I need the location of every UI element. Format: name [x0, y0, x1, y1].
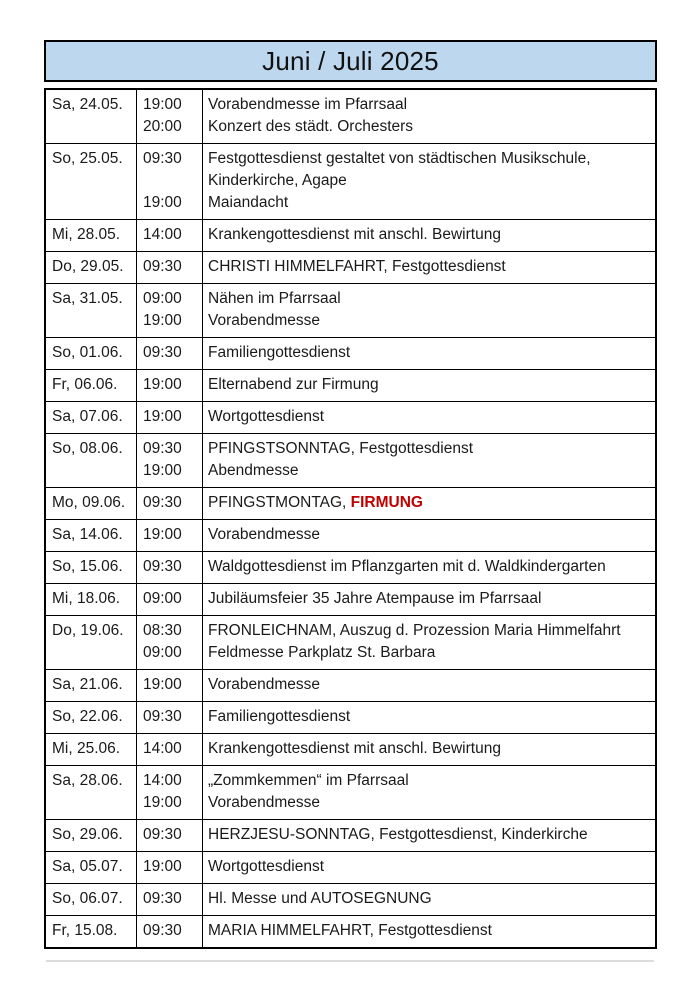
column-divider	[202, 552, 203, 583]
time-cell: 09:30	[143, 150, 182, 167]
event-text-cell	[202, 738, 655, 760]
entries-cell	[136, 706, 655, 728]
event-text: HERZJESU-SONNTAG, Festgottesdienst, Kinderkirche	[208, 826, 588, 843]
entries-cell	[136, 374, 655, 396]
column-divider	[202, 144, 203, 219]
table-row	[46, 283, 655, 337]
schedule-table	[44, 88, 657, 949]
date-cell: Mi, 28.05.	[52, 226, 121, 243]
time-cell: 09:00	[143, 290, 182, 307]
column-divider	[202, 402, 203, 433]
event-entry	[136, 856, 655, 878]
entries-cell	[136, 856, 655, 878]
time-cell: 09:30	[143, 890, 182, 907]
entries-cell	[136, 888, 655, 910]
event-text-cell	[202, 256, 655, 278]
column-divider	[202, 338, 203, 369]
date-cell: Mi, 25.06.	[52, 740, 121, 757]
column-divider	[136, 338, 137, 369]
column-divider	[136, 916, 137, 947]
event-text: Abendmesse	[208, 462, 299, 479]
column-divider	[136, 584, 137, 615]
event-text: Vorabendmesse	[208, 312, 321, 329]
event-entry	[136, 642, 655, 664]
time-cell: 19:00	[143, 312, 182, 329]
time-cell: 09:00	[143, 644, 182, 661]
column-divider	[136, 852, 137, 883]
page-title: Juni / Juli 2025	[262, 46, 439, 76]
column-divider	[202, 488, 203, 519]
column-divider	[202, 670, 203, 701]
entries-cell	[136, 438, 655, 482]
event-text: Festgottesdienst gestaltet von städtischen Musikschule, Kinderkirche, Agape	[208, 150, 591, 189]
event-text-cell	[202, 888, 655, 910]
entries-cell	[136, 738, 655, 760]
entries-cell	[136, 824, 655, 846]
event-entry	[136, 94, 655, 116]
event-text-cell	[202, 824, 655, 846]
event-text-cell	[202, 620, 655, 642]
event-text: Vorabendmesse im Pfarrsaal	[208, 96, 408, 113]
time-cell: 19:00	[143, 858, 182, 875]
date-cell: So, 25.05.	[52, 150, 123, 167]
date-cell: So, 15.06.	[52, 558, 123, 575]
entries-cell	[136, 556, 655, 578]
date-cell: So, 29.06.	[52, 826, 123, 843]
time-cell: 09:30	[143, 344, 182, 361]
table-row	[46, 337, 655, 369]
event-text-cell	[202, 288, 655, 310]
table-row	[46, 765, 655, 819]
event-text-cell	[202, 588, 655, 610]
event-text-cell	[202, 438, 655, 460]
column-divider	[136, 702, 137, 733]
event-text-cell	[202, 460, 655, 482]
event-text: Feldmesse Parkplatz St. Barbara	[208, 644, 436, 661]
event-entry	[136, 738, 655, 760]
column-divider	[202, 820, 203, 851]
column-divider	[136, 252, 137, 283]
event-text-cell	[202, 556, 655, 578]
table-row	[46, 883, 655, 915]
entries-cell	[136, 674, 655, 696]
event-text-cell	[202, 524, 655, 546]
column-divider	[202, 252, 203, 283]
entries-cell	[136, 148, 655, 214]
date-cell: So, 01.06.	[52, 344, 123, 361]
event-text-cell	[202, 224, 655, 246]
event-entry	[136, 556, 655, 578]
time-cell: 19:00	[143, 194, 182, 211]
event-text: Vorabendmesse	[208, 794, 321, 811]
column-divider	[136, 90, 137, 143]
time-cell: 19:00	[143, 408, 182, 425]
column-divider	[136, 220, 137, 251]
event-text: Familiengottesdienst	[208, 344, 351, 361]
event-text-cell	[202, 920, 655, 942]
column-divider	[202, 284, 203, 337]
column-divider	[202, 852, 203, 883]
time-cell: 19:00	[143, 794, 182, 811]
entries-cell	[136, 620, 655, 664]
column-divider	[202, 884, 203, 915]
event-highlight: FIRMUNG	[350, 494, 423, 511]
table-row	[46, 669, 655, 701]
schedule-sheet	[44, 40, 657, 962]
column-divider	[136, 766, 137, 819]
event-entry	[136, 620, 655, 642]
date-cell: Do, 29.05.	[52, 258, 124, 275]
table-row	[46, 915, 655, 947]
event-text-cell	[202, 856, 655, 878]
time-cell: 14:00	[143, 772, 182, 789]
time-cell: 14:00	[143, 740, 182, 757]
event-text-cell	[202, 148, 655, 192]
column-divider	[136, 616, 137, 669]
entries-cell	[136, 288, 655, 332]
event-entry	[136, 792, 655, 814]
time-cell: 09:30	[143, 440, 182, 457]
event-text: Elternabend zur Firmung	[208, 376, 379, 393]
event-entry	[136, 288, 655, 310]
column-divider	[202, 702, 203, 733]
time-cell: 09:00	[143, 590, 182, 607]
event-text-cell	[202, 770, 655, 792]
date-cell: So, 08.06.	[52, 440, 123, 457]
event-text: Nähen im Pfarrsaal	[208, 290, 341, 307]
time-cell: 20:00	[143, 118, 182, 135]
event-entry	[136, 674, 655, 696]
time-cell: 08:30	[143, 622, 182, 639]
event-text: Waldgottesdienst im Pflanzgarten mit d. Waldkindergarten	[208, 558, 606, 575]
date-cell: Fr, 06.06.	[52, 376, 118, 393]
event-entry	[136, 888, 655, 910]
event-entry	[136, 438, 655, 460]
date-cell: Sa, 21.06.	[52, 676, 123, 693]
event-text-cell	[202, 642, 655, 664]
table-row	[46, 583, 655, 615]
column-divider	[136, 670, 137, 701]
column-divider	[136, 552, 137, 583]
event-text-cell	[202, 792, 655, 814]
event-entry	[136, 920, 655, 942]
column-divider	[136, 520, 137, 551]
column-divider	[202, 916, 203, 947]
date-cell: Sa, 07.06.	[52, 408, 123, 425]
event-entry	[136, 342, 655, 364]
event-entry	[136, 406, 655, 428]
table-row	[46, 219, 655, 251]
event-entry	[136, 192, 655, 214]
event-text: Wortgottesdienst	[208, 858, 325, 875]
time-cell: 19:00	[143, 676, 182, 693]
entries-cell	[136, 492, 655, 514]
entries-cell	[136, 406, 655, 428]
column-divider	[136, 370, 137, 401]
event-text: PFINGSTMONTAG,	[208, 494, 351, 511]
table-row	[46, 519, 655, 551]
event-entry	[136, 148, 655, 192]
entries-cell	[136, 588, 655, 610]
event-text: MARIA HIMMELFAHRT, Festgottesdienst	[208, 922, 492, 939]
table-row	[46, 615, 655, 669]
table-row	[46, 487, 655, 519]
event-text: „Zommkemmen“ im Pfarrsaal	[208, 772, 409, 789]
table-row	[46, 551, 655, 583]
table-row	[46, 851, 655, 883]
event-entry	[136, 524, 655, 546]
date-cell: So, 06.07.	[52, 890, 123, 907]
table-row	[46, 401, 655, 433]
column-divider	[136, 884, 137, 915]
column-divider	[136, 144, 137, 219]
column-divider	[136, 820, 137, 851]
event-text: Maiandacht	[208, 194, 289, 211]
time-cell: 14:00	[143, 226, 182, 243]
date-cell: Mo, 09.06.	[52, 494, 126, 511]
table-row	[46, 433, 655, 487]
table-row	[46, 733, 655, 765]
column-divider	[136, 434, 137, 487]
time-cell: 09:30	[143, 826, 182, 843]
event-text: PFINGSTSONNTAG, Festgottesdienst	[208, 440, 474, 457]
date-cell: Mi, 18.06.	[52, 590, 121, 607]
event-text-cell	[202, 192, 655, 214]
event-entry	[136, 460, 655, 482]
event-text: Jubiläumsfeier 35 Jahre Atempause im Pfarrsaal	[208, 590, 542, 607]
event-text-cell	[202, 310, 655, 332]
column-divider	[202, 220, 203, 251]
date-cell: Sa, 28.06.	[52, 772, 123, 789]
event-text-cell	[202, 116, 655, 138]
event-entry	[136, 310, 655, 332]
time-cell: 09:30	[143, 708, 182, 725]
event-text: Vorabendmesse	[208, 526, 321, 543]
entries-cell	[136, 770, 655, 814]
event-text-cell	[202, 492, 655, 514]
time-cell: 09:30	[143, 494, 182, 511]
page-edge-line	[46, 960, 654, 962]
date-cell: Do, 19.06.	[52, 622, 124, 639]
event-text-cell	[202, 406, 655, 428]
entries-cell	[136, 256, 655, 278]
column-divider	[202, 370, 203, 401]
entries-cell	[136, 920, 655, 942]
event-entry	[136, 770, 655, 792]
table-row	[46, 90, 655, 143]
column-divider	[202, 734, 203, 765]
date-cell: Sa, 24.05.	[52, 96, 123, 113]
table-row	[46, 143, 655, 219]
time-cell: 19:00	[143, 376, 182, 393]
time-cell: 09:30	[143, 258, 182, 275]
event-entry	[136, 374, 655, 396]
event-text-cell	[202, 94, 655, 116]
time-cell: 09:30	[143, 558, 182, 575]
event-entry	[136, 224, 655, 246]
column-divider	[136, 284, 137, 337]
event-text: CHRISTI HIMMELFAHRT, Festgottesdienst	[208, 258, 506, 275]
table-row	[46, 251, 655, 283]
event-entry	[136, 706, 655, 728]
date-cell: So, 22.06.	[52, 708, 123, 725]
event-entry	[136, 116, 655, 138]
event-text-cell	[202, 374, 655, 396]
entries-cell	[136, 524, 655, 546]
column-divider	[202, 90, 203, 143]
event-text: Wortgottesdienst	[208, 408, 325, 425]
event-entry	[136, 588, 655, 610]
date-cell: Sa, 14.06.	[52, 526, 123, 543]
entries-cell	[136, 224, 655, 246]
column-divider	[202, 616, 203, 669]
event-text: Vorabendmesse	[208, 676, 321, 693]
date-cell: Fr, 15.08.	[52, 922, 118, 939]
event-text: Krankengottesdienst mit anschl. Bewirtung	[208, 740, 501, 757]
event-text: Krankengottesdienst mit anschl. Bewirtung	[208, 226, 501, 243]
event-text-cell	[202, 342, 655, 364]
column-divider	[202, 434, 203, 487]
column-divider	[136, 402, 137, 433]
column-divider	[202, 520, 203, 551]
column-divider	[202, 766, 203, 819]
table-title-bar	[44, 40, 657, 82]
column-divider	[136, 488, 137, 519]
table-row	[46, 819, 655, 851]
date-cell: Sa, 05.07.	[52, 858, 123, 875]
event-text: Familiengottesdienst	[208, 708, 351, 725]
table-row	[46, 701, 655, 733]
event-entry	[136, 824, 655, 846]
time-cell: 19:00	[143, 462, 182, 479]
event-text: Hl. Messe und AUTOSEGNUNG	[208, 890, 432, 907]
event-entry	[136, 256, 655, 278]
event-text-cell	[202, 706, 655, 728]
date-cell: Sa, 31.05.	[52, 290, 123, 307]
entries-cell	[136, 94, 655, 138]
column-divider	[202, 584, 203, 615]
event-entry	[136, 492, 655, 514]
time-cell: 09:30	[143, 922, 182, 939]
event-text: FRONLEICHNAM, Auszug d. Prozession Maria Himmelfahrt	[208, 622, 621, 639]
event-text: Konzert des städt. Orchesters	[208, 118, 414, 135]
column-divider	[136, 734, 137, 765]
event-text-cell	[202, 674, 655, 696]
entries-cell	[136, 342, 655, 364]
table-row	[46, 369, 655, 401]
time-cell: 19:00	[143, 96, 182, 113]
time-cell: 19:00	[143, 526, 182, 543]
